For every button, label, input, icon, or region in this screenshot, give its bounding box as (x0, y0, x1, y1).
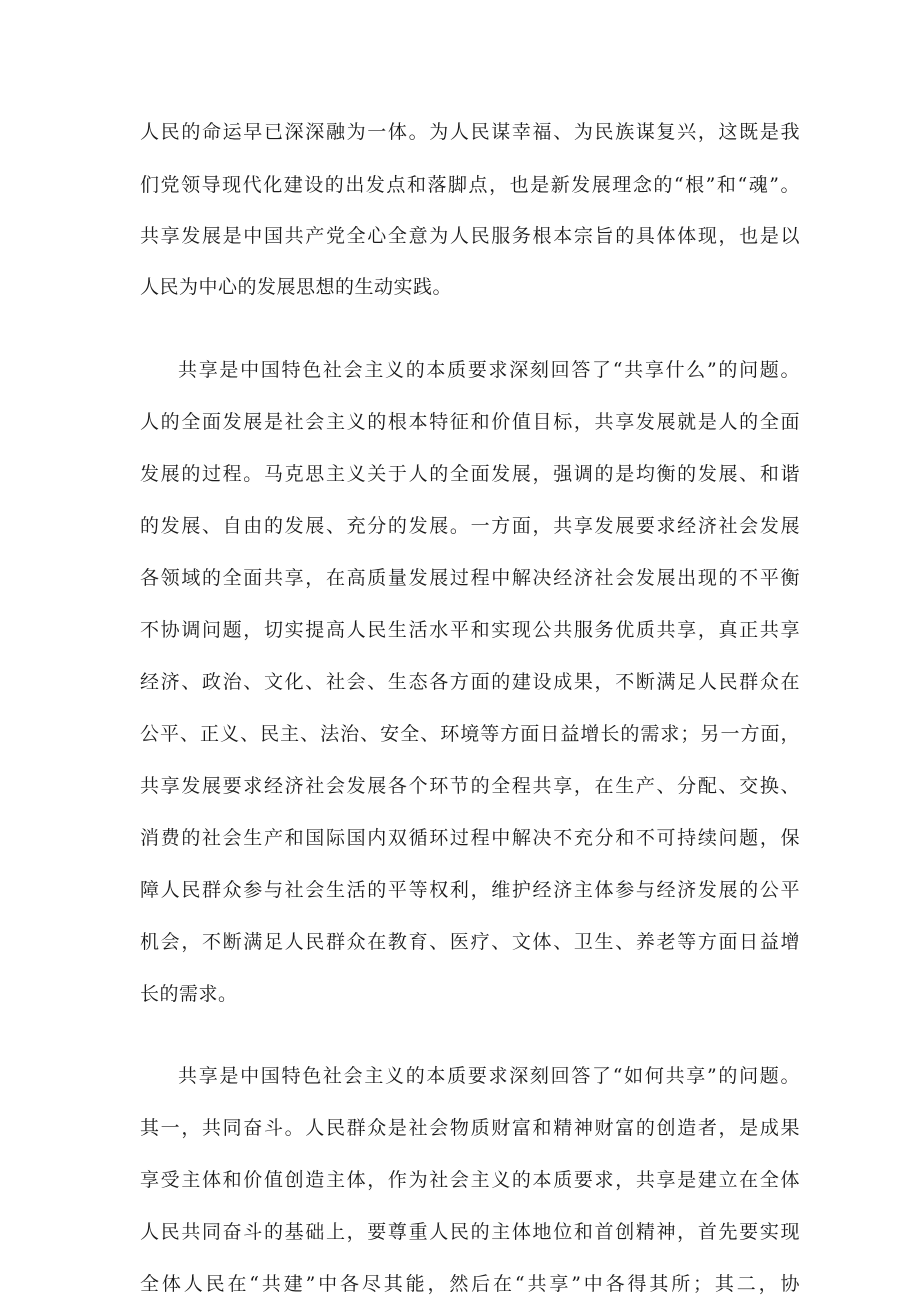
text-line: 人民共同奋斗的基础上，要尊重人民的主体地位和首创精神，首先要实现 (140, 1221, 800, 1243)
text-line: 各领域的全面共享，在高质量发展过程中解决经济社会发展出现的不平衡 (140, 567, 800, 589)
text-line: 不协调问题，切实提高人民生活水平和实现公共服务优质共享，真正共享 (140, 619, 800, 641)
text-line: 机会，不断满足人民群众在教育、医疗、文体、卫生、养老等方面日益增 (140, 931, 800, 953)
text-line: 发展的过程。马克思主义关于人的全面发展，强调的是均衡的发展、和谐 (140, 463, 800, 485)
text-line: 共享是中国特色社会主义的本质要求深刻回答了“如何共享”的问题。 (178, 1065, 800, 1087)
text-line: 共享发展要求经济社会发展各个环节的全程共享，在生产、分配、交换、 (140, 775, 800, 797)
text-line: 经济、政治、文化、社会、生态各方面的建设成果，不断满足人民群众在 (140, 671, 800, 693)
text-line: 公平、正义、民主、法治、安全、环境等方面日益增长的需求；另一方面， (140, 723, 800, 745)
text-line: 消费的社会生产和国际国内双循环过程中解决不充分和不可持续问题，保 (140, 827, 800, 849)
text-line: 人民的命运早已深深融为一体。为人民谋幸福、为民族谋复兴，这既是我 (140, 121, 800, 143)
text-line: 其一，共同奋斗。人民群众是社会物质财富和精神财富的创造者，是成果 (140, 1117, 800, 1139)
text-line: 享受主体和价值创造主体，作为社会主义的本质要求，共享是建立在全体 (140, 1169, 800, 1191)
text-line: 全体人民在“共建”中各尽其能，然后在“共享”中各得其所；其二，协 (140, 1273, 800, 1295)
text-line: 共享是中国特色社会主义的本质要求深刻回答了“共享什么”的问题。 (178, 359, 800, 381)
text-line: 障人民群众参与社会生活的平等权利，维护经济主体参与经济发展的公平 (140, 879, 800, 901)
text-line: 人民为中心的发展思想的生动实践。 (140, 276, 453, 298)
text-line: 的发展、自由的发展、充分的发展。一方面，共享发展要求经济社会发展 (140, 515, 800, 537)
text-line: 人的全面发展是社会主义的根本特征和价值目标，共享发展就是人的全面 (140, 411, 800, 433)
text-line: 们党领导现代化建设的出发点和落脚点，也是新发展理念的“根”和“魂”。 (140, 174, 800, 196)
text-line: 长的需求。 (140, 983, 238, 1005)
text-line: 共享发展是中国共产党全心全意为人民服务根本宗旨的具体体现，也是以 (140, 225, 800, 247)
